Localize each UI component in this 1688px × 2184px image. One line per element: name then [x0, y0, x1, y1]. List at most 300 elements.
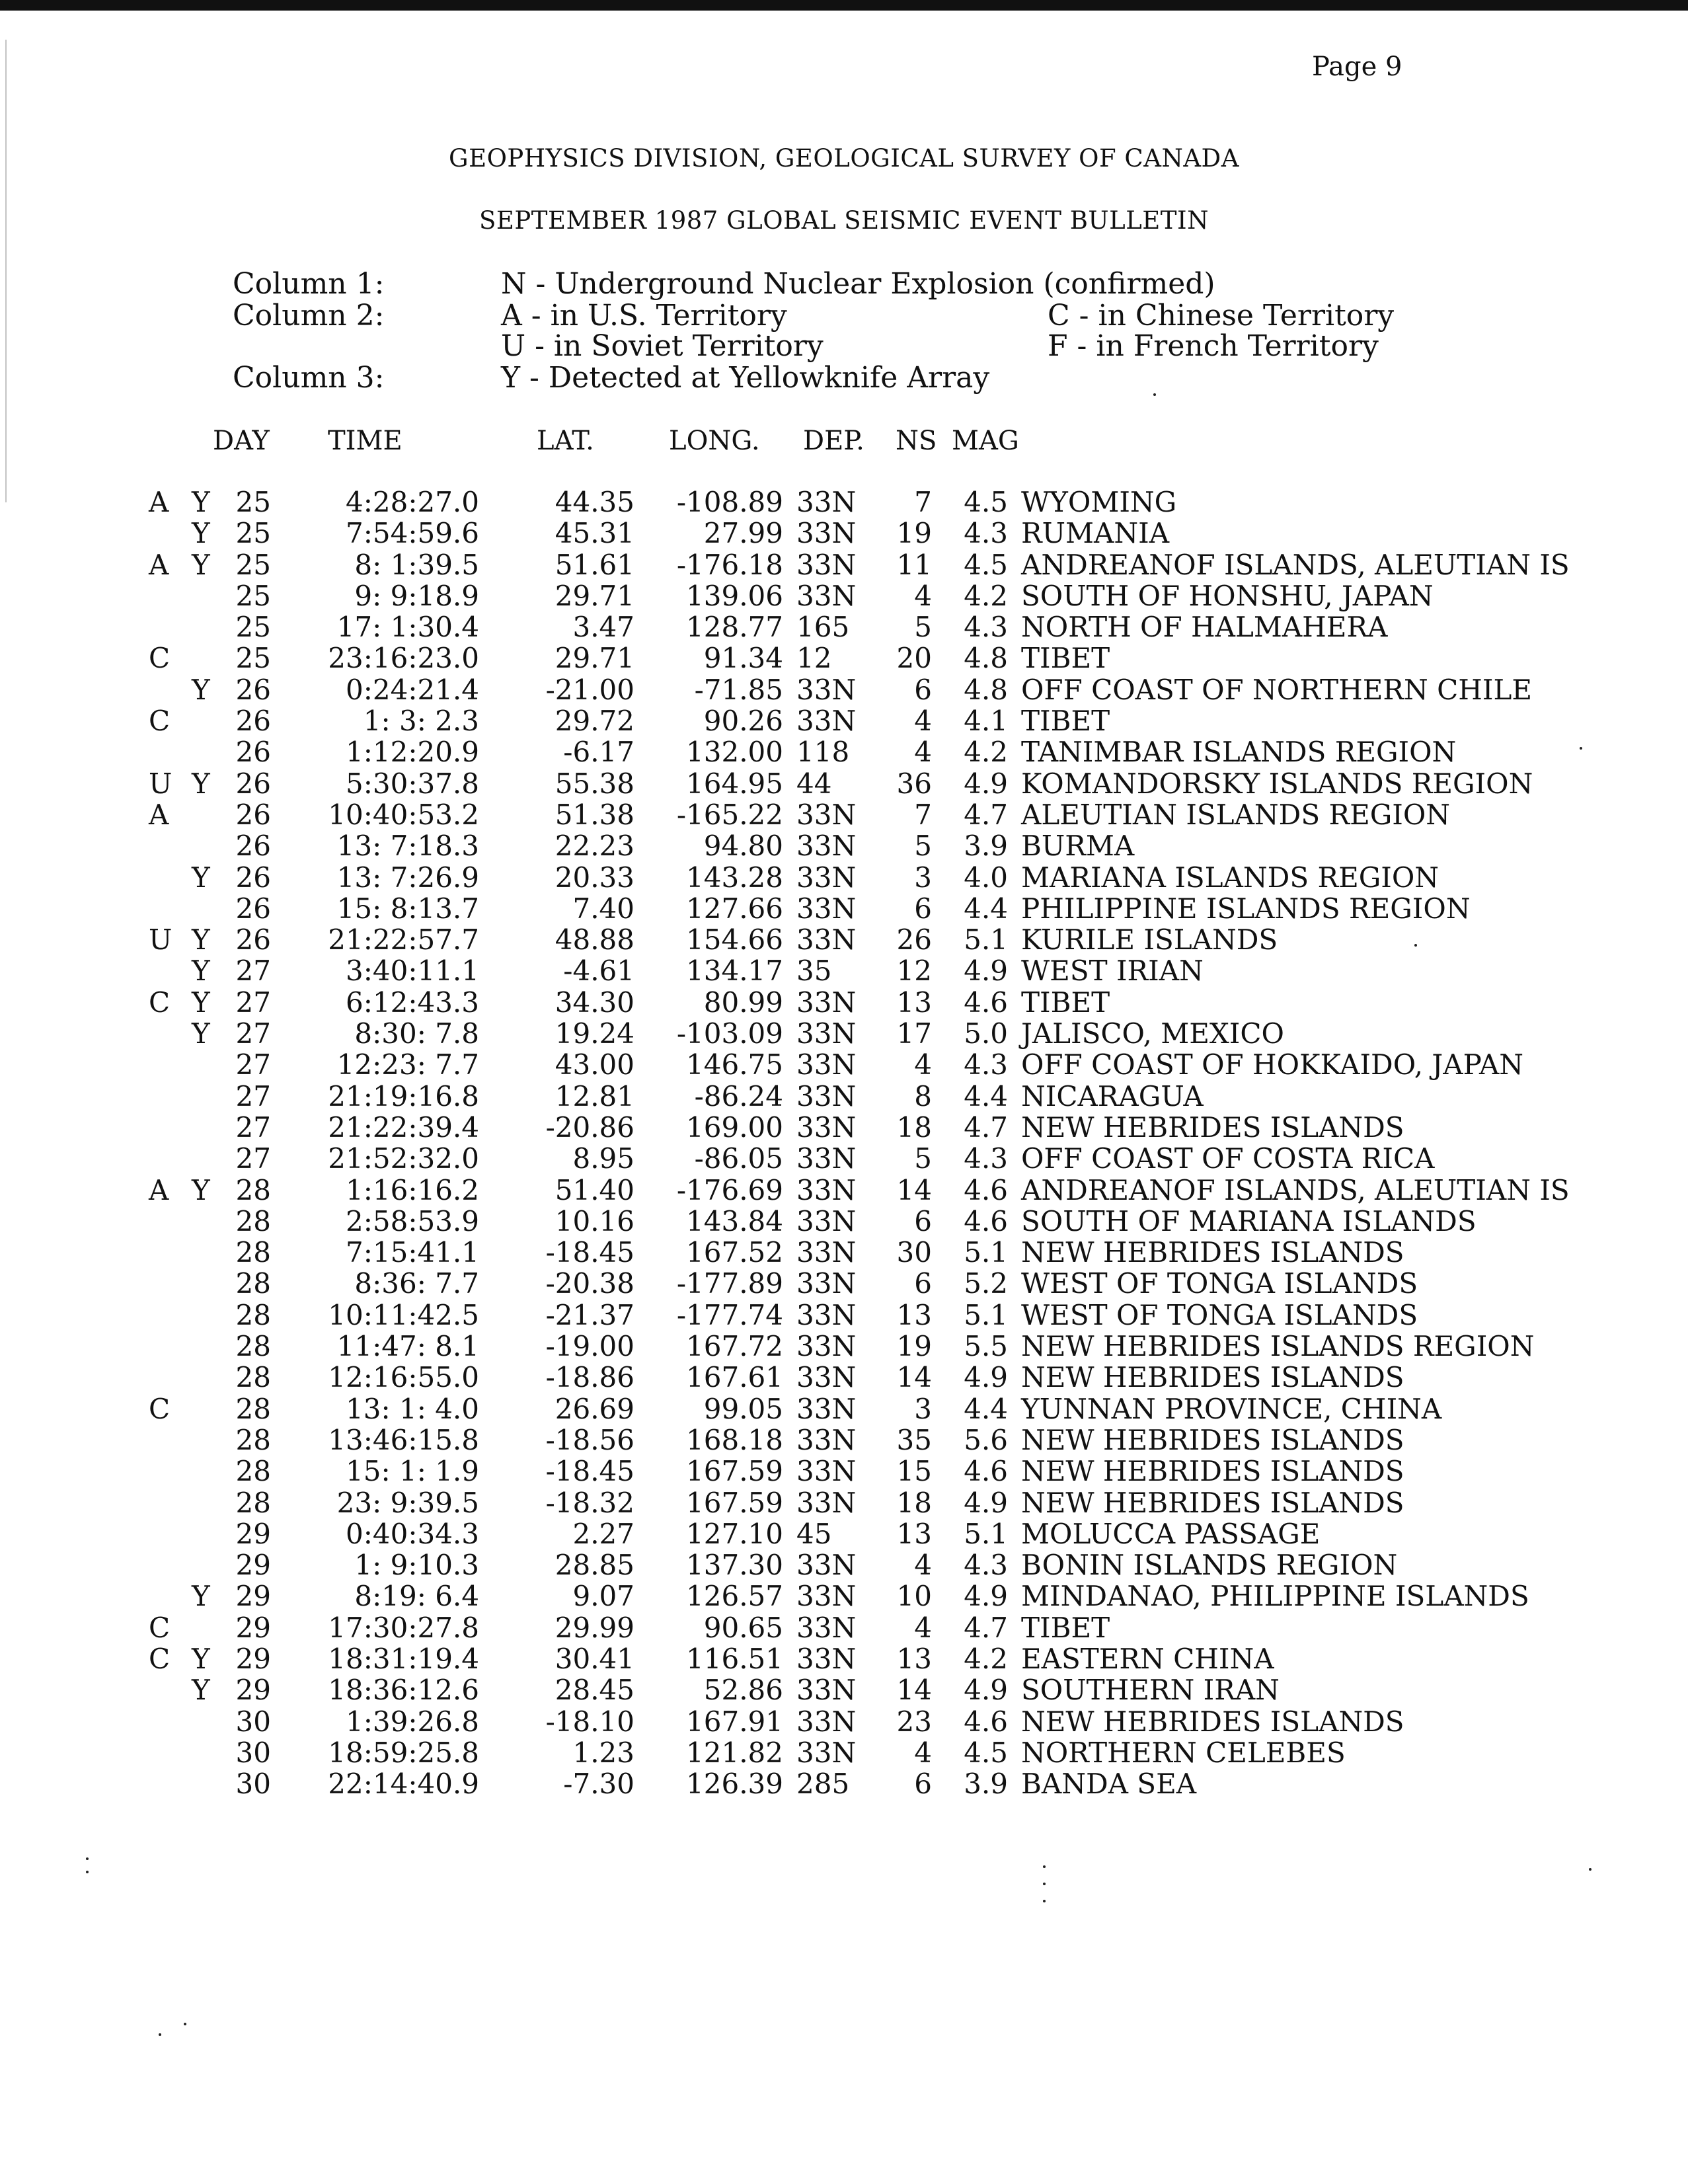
event-region: NEW HEBRIDES ISLANDS [1021, 1705, 1404, 1738]
yellowknife-flag: Y [192, 923, 210, 956]
scan-speck [1043, 1900, 1046, 1902]
table-row [0, 1236, 1688, 1267]
event-day: 29 [235, 1674, 271, 1707]
event-time: 8: 1:39.5 [354, 548, 479, 581]
event-day: 29 [235, 1642, 271, 1675]
event-latitude: 34.30 [555, 986, 634, 1019]
table-row [0, 923, 1688, 955]
event-magnitude: 4.6 [964, 986, 1008, 1019]
document-subtitle: SEPTEMBER 1987 GLOBAL SEISMIC EVENT BULLETIN [479, 206, 1209, 235]
scan-speck [184, 2023, 186, 2025]
table-row [0, 861, 1688, 892]
event-region: NEW HEBRIDES ISLANDS [1021, 1111, 1404, 1144]
event-magnitude: 4.2 [964, 736, 1008, 769]
event-station-count: 13 [896, 1298, 932, 1331]
event-station-count: 14 [896, 1173, 932, 1206]
table-row [0, 736, 1688, 767]
event-longitude: 169.00 [686, 1111, 783, 1144]
event-magnitude: 4.3 [964, 517, 1008, 550]
event-depth: 33N [796, 579, 857, 612]
table-row [0, 799, 1688, 830]
col-header-dep: DEP. [803, 426, 864, 456]
event-magnitude: 4.7 [964, 1611, 1008, 1644]
event-region: KOMANDORSKY ISLANDS REGION [1021, 767, 1533, 800]
event-longitude: 137.30 [686, 1549, 783, 1582]
event-station-count: 6 [914, 1768, 932, 1801]
table-row [0, 1048, 1688, 1079]
event-day: 26 [235, 923, 271, 956]
event-station-count: 23 [896, 1705, 932, 1738]
table-row [0, 1424, 1688, 1455]
event-depth: 33N [796, 1455, 857, 1488]
event-day: 28 [235, 1361, 271, 1394]
event-magnitude: 5.6 [964, 1423, 1008, 1456]
event-magnitude: 4.5 [964, 486, 1008, 518]
event-day: 28 [235, 1173, 271, 1206]
event-longitude: 80.99 [703, 986, 783, 1019]
event-region: PHILIPPINE ISLANDS REGION [1021, 892, 1471, 925]
page-number: Page 9 [1312, 52, 1402, 82]
event-depth: 33N [796, 1173, 857, 1206]
event-latitude: -4.61 [563, 955, 634, 988]
event-depth: 33N [796, 830, 857, 863]
table-row [0, 955, 1688, 986]
event-region: TANIMBAR ISLANDS REGION [1021, 736, 1457, 769]
table-row [0, 549, 1688, 580]
event-latitude: 1.23 [572, 1736, 634, 1769]
event-station-count: 4 [914, 705, 932, 738]
territory-flag: C [149, 1642, 171, 1675]
event-region: WEST OF TONGA ISLANDS [1021, 1267, 1418, 1300]
event-region: NICARAGUA [1021, 1079, 1204, 1112]
col-header-day: DAY [213, 426, 270, 456]
event-magnitude: 5.1 [964, 1298, 1008, 1331]
event-region: NEW HEBRIDES ISLANDS REGION [1021, 1330, 1535, 1363]
event-time: 17:30:27.8 [328, 1611, 479, 1644]
event-time: 9: 9:18.9 [354, 579, 479, 612]
event-region: NEW HEBRIDES ISLANDS [1021, 1455, 1404, 1488]
event-day: 25 [235, 579, 271, 612]
event-magnitude: 4.3 [964, 611, 1008, 644]
event-latitude: 28.85 [555, 1549, 634, 1582]
event-latitude: 28.45 [555, 1674, 634, 1707]
event-magnitude: 4.7 [964, 1111, 1008, 1144]
territory-flag: C [149, 986, 171, 1019]
event-station-count: 4 [914, 1611, 932, 1644]
col-header-lat: LAT. [537, 426, 594, 456]
event-depth: 33N [796, 1736, 857, 1769]
scan-speck [86, 1857, 89, 1860]
event-latitude: 29.99 [555, 1611, 634, 1644]
event-longitude: 143.84 [686, 1204, 783, 1237]
event-day: 29 [235, 1517, 271, 1550]
event-time: 13:46:15.8 [328, 1423, 479, 1456]
scan-speck [1043, 1883, 1046, 1885]
event-day: 26 [235, 673, 271, 706]
event-latitude: 10.16 [555, 1204, 634, 1237]
event-time: 10:40:53.2 [328, 798, 479, 831]
event-time: 15: 8:13.7 [336, 892, 479, 925]
event-depth: 33N [796, 548, 857, 581]
event-day: 27 [235, 1017, 271, 1050]
yellowknife-flag: Y [192, 1642, 210, 1675]
event-latitude: 30.41 [555, 1642, 634, 1675]
yellowknife-flag: Y [192, 767, 210, 800]
event-day: 28 [235, 1330, 271, 1363]
event-station-count: 13 [896, 1517, 932, 1550]
table-row [0, 1705, 1688, 1736]
event-depth: 33N [796, 1017, 857, 1050]
table-row [0, 674, 1688, 705]
table-row [0, 486, 1688, 517]
table-row [0, 986, 1688, 1017]
event-magnitude: 5.1 [964, 1517, 1008, 1550]
event-depth: 33N [796, 1392, 857, 1425]
legend-col2-a: A - in U.S. Territory [501, 299, 787, 332]
event-station-count: 4 [914, 1048, 932, 1081]
event-time: 13: 1: 4.0 [346, 1392, 479, 1425]
event-day: 28 [235, 1298, 271, 1331]
event-time: 13: 7:18.3 [336, 830, 479, 863]
table-row [0, 1768, 1688, 1799]
event-station-count: 17 [896, 1017, 932, 1050]
event-station-count: 5 [914, 1142, 932, 1175]
legend-col2-label: Column 2: [233, 299, 385, 332]
yellowknife-flag: Y [192, 955, 210, 988]
event-magnitude: 5.2 [964, 1267, 1008, 1300]
event-day: 27 [235, 1142, 271, 1175]
event-time: 7:54:59.6 [346, 517, 479, 550]
event-time: 21:22:39.4 [328, 1111, 479, 1144]
event-station-count: 10 [896, 1580, 932, 1613]
event-depth: 33N [796, 1298, 857, 1331]
event-time: 21:22:57.7 [328, 923, 479, 956]
event-time: 0:24:21.4 [346, 673, 479, 706]
event-day: 29 [235, 1611, 271, 1644]
event-longitude: -103.09 [676, 1017, 783, 1050]
event-region: WEST IRIAN [1021, 955, 1204, 988]
table-row [0, 1111, 1688, 1142]
event-day: 30 [235, 1736, 271, 1769]
event-region: NEW HEBRIDES ISLANDS [1021, 1361, 1404, 1394]
event-station-count: 7 [914, 486, 932, 518]
event-time: 8:19: 6.4 [354, 1580, 479, 1613]
event-region: SOUTH OF MARIANA ISLANDS [1021, 1204, 1477, 1237]
table-row [0, 1487, 1688, 1518]
event-latitude: 26.69 [555, 1392, 634, 1425]
event-longitude: 146.75 [686, 1048, 783, 1081]
event-magnitude: 4.2 [964, 579, 1008, 612]
event-day: 26 [235, 736, 271, 769]
event-longitude: 91.34 [703, 642, 783, 675]
event-station-count: 4 [914, 1549, 932, 1582]
left-scan-edge [5, 40, 7, 502]
table-row [0, 1674, 1688, 1705]
document-title: GEOPHYSICS DIVISION, GEOLOGICAL SURVEY OF CANADA [449, 144, 1239, 173]
event-depth: 165 [796, 611, 850, 644]
event-latitude: 3.47 [572, 611, 634, 644]
event-region: MINDANAO, PHILIPPINE ISLANDS [1021, 1580, 1529, 1613]
event-station-count: 36 [896, 767, 932, 800]
event-station-count: 5 [914, 830, 932, 863]
event-longitude: -86.24 [694, 1079, 783, 1112]
event-day: 28 [235, 1486, 271, 1519]
event-latitude: -21.37 [545, 1298, 634, 1331]
event-latitude: -21.00 [545, 673, 634, 706]
event-day: 26 [235, 892, 271, 925]
event-depth: 33N [796, 1204, 857, 1237]
table-row [0, 580, 1688, 611]
legend-col3-label: Column 3: [233, 361, 385, 395]
yellowknife-flag: Y [192, 861, 210, 894]
legend-col2-f: F - in French Territory [1048, 329, 1379, 363]
event-latitude: 51.61 [555, 548, 634, 581]
event-longitude: 99.05 [703, 1392, 783, 1425]
event-magnitude: 4.7 [964, 798, 1008, 831]
table-row [0, 1393, 1688, 1424]
event-depth: 33N [796, 1549, 857, 1582]
event-station-count: 18 [896, 1486, 932, 1519]
col-header-time: TIME [328, 426, 403, 456]
event-latitude: 2.27 [572, 1517, 634, 1550]
event-day: 27 [235, 1111, 271, 1144]
event-time: 18:36:12.6 [328, 1674, 479, 1707]
event-magnitude: 4.9 [964, 955, 1008, 988]
event-magnitude: 4.9 [964, 1674, 1008, 1707]
event-magnitude: 4.9 [964, 767, 1008, 800]
table-row [0, 1330, 1688, 1361]
event-day: 27 [235, 1048, 271, 1081]
event-longitude: -165.22 [676, 798, 783, 831]
event-magnitude: 4.9 [964, 1486, 1008, 1519]
event-depth: 33N [796, 798, 857, 831]
event-time: 10:11:42.5 [328, 1298, 479, 1331]
yellowknife-flag: Y [192, 986, 210, 1019]
event-time: 4:28:27.0 [346, 486, 479, 518]
event-magnitude: 4.6 [964, 1204, 1008, 1237]
event-region: BANDA SEA [1021, 1768, 1197, 1801]
event-station-count: 5 [914, 611, 932, 644]
event-latitude: 8.95 [572, 1142, 634, 1175]
event-station-count: 8 [914, 1079, 932, 1112]
event-day: 25 [235, 486, 271, 518]
event-depth: 33N [796, 1236, 857, 1269]
event-time: 23: 9:39.5 [336, 1486, 479, 1519]
event-longitude: 154.66 [686, 923, 783, 956]
yellowknife-flag: Y [192, 1674, 210, 1707]
event-time: 8:36: 7.7 [354, 1267, 479, 1300]
event-region: JALISCO, MEXICO [1021, 1017, 1284, 1050]
event-longitude: 167.59 [686, 1455, 783, 1488]
event-day: 25 [235, 611, 271, 644]
event-time: 11:47: 8.1 [336, 1330, 479, 1363]
event-longitude: 167.72 [686, 1330, 783, 1363]
event-depth: 33N [796, 1267, 857, 1300]
event-magnitude: 4.4 [964, 1392, 1008, 1425]
event-day: 29 [235, 1549, 271, 1582]
table-row [0, 1017, 1688, 1048]
table-row [0, 517, 1688, 548]
event-depth: 33N [796, 1111, 857, 1144]
event-magnitude: 4.1 [964, 705, 1008, 738]
event-longitude: 90.26 [703, 705, 783, 738]
event-longitude: 139.06 [686, 579, 783, 612]
event-time: 13: 7:26.9 [336, 861, 479, 894]
event-region: NEW HEBRIDES ISLANDS [1021, 1236, 1404, 1269]
event-station-count: 35 [896, 1423, 932, 1456]
event-depth: 33N [796, 486, 857, 518]
territory-flag: C [149, 1611, 171, 1644]
event-region: BURMA [1021, 830, 1135, 863]
event-longitude: 167.61 [686, 1361, 783, 1394]
event-depth: 33N [796, 923, 857, 956]
event-magnitude: 4.6 [964, 1705, 1008, 1738]
event-time: 1: 3: 2.3 [363, 705, 479, 738]
event-depth: 33N [796, 1048, 857, 1081]
event-depth: 33N [796, 861, 857, 894]
event-latitude: 12.81 [555, 1079, 634, 1112]
scan-speck [1589, 1868, 1592, 1871]
col-header-ns: NS [896, 426, 937, 456]
event-time: 8:30: 7.8 [354, 1017, 479, 1050]
yellowknife-flag: Y [192, 1017, 210, 1050]
event-time: 3:40:11.1 [346, 955, 479, 988]
event-region: BONIN ISLANDS REGION [1021, 1549, 1398, 1582]
event-station-count: 6 [914, 1267, 932, 1300]
table-row [0, 1361, 1688, 1392]
event-station-count: 4 [914, 736, 932, 769]
event-depth: 12 [796, 642, 832, 675]
event-station-count: 6 [914, 1204, 932, 1237]
event-depth: 33N [796, 1079, 857, 1112]
event-latitude: -18.32 [545, 1486, 634, 1519]
event-region: OFF COAST OF HOKKAIDO, JAPAN [1021, 1048, 1524, 1081]
event-longitude: -108.89 [676, 486, 783, 518]
event-time: 15: 1: 1.9 [346, 1455, 479, 1488]
event-day: 26 [235, 861, 271, 894]
event-day: 28 [235, 1236, 271, 1269]
event-latitude: 20.33 [555, 861, 634, 894]
event-region: ANDREANOF ISLANDS, ALEUTIAN IS [1021, 1173, 1570, 1206]
yellowknife-flag: Y [192, 1580, 210, 1613]
table-row [0, 611, 1688, 642]
event-region: TIBET [1021, 705, 1110, 738]
col-header-mag: MAG [952, 426, 1019, 456]
event-magnitude: 4.9 [964, 1580, 1008, 1613]
event-region: TIBET [1021, 1611, 1110, 1644]
event-station-count: 13 [896, 986, 932, 1019]
event-magnitude: 4.8 [964, 673, 1008, 706]
event-latitude: 7.40 [572, 892, 634, 925]
event-latitude: -19.00 [545, 1330, 634, 1363]
territory-flag: C [149, 1392, 171, 1425]
event-longitude: 167.91 [686, 1705, 783, 1738]
yellowknife-flag: Y [192, 1173, 210, 1206]
event-station-count: 18 [896, 1111, 932, 1144]
event-longitude: 126.57 [686, 1580, 783, 1613]
event-latitude: -18.45 [545, 1455, 634, 1488]
event-latitude: 55.38 [555, 767, 634, 800]
event-depth: 33N [796, 1330, 857, 1363]
event-magnitude: 5.5 [964, 1330, 1008, 1363]
event-station-count: 4 [914, 579, 932, 612]
scan-speck [1414, 944, 1417, 947]
event-depth: 33N [796, 892, 857, 925]
event-latitude: 9.07 [572, 1580, 634, 1613]
event-region: OFF COAST OF COSTA RICA [1021, 1142, 1435, 1175]
event-day: 27 [235, 1079, 271, 1112]
event-day: 26 [235, 767, 271, 800]
yellowknife-flag: Y [192, 517, 210, 550]
event-longitude: 127.66 [686, 892, 783, 925]
event-time: 21:52:32.0 [328, 1142, 479, 1175]
event-magnitude: 4.6 [964, 1173, 1008, 1206]
event-magnitude: 4.4 [964, 1079, 1008, 1112]
table-row [0, 1455, 1688, 1486]
event-depth: 33N [796, 1705, 857, 1738]
event-latitude: 19.24 [555, 1017, 634, 1050]
table-row [0, 1142, 1688, 1173]
event-station-count: 14 [896, 1361, 932, 1394]
event-magnitude: 4.3 [964, 1048, 1008, 1081]
event-depth: 33N [796, 1361, 857, 1394]
event-depth: 33N [796, 1674, 857, 1707]
scan-speck [159, 2033, 161, 2036]
event-longitude: 168.18 [686, 1423, 783, 1456]
event-magnitude: 4.4 [964, 892, 1008, 925]
event-longitude: 116.51 [686, 1642, 783, 1675]
table-row [0, 830, 1688, 861]
event-time: 17: 1:30.4 [336, 611, 479, 644]
event-depth: 33N [796, 517, 857, 550]
event-day: 28 [235, 1392, 271, 1425]
event-latitude: 29.72 [555, 705, 634, 738]
legend-col1-n: N - Underground Nuclear Explosion (confirmed) [501, 267, 1215, 301]
event-region: NORTHERN CELEBES [1021, 1736, 1346, 1769]
top-border-rule [0, 0, 1688, 11]
col-header-long: LONG. [669, 426, 760, 456]
event-day: 26 [235, 798, 271, 831]
event-time: 12:16:55.0 [328, 1361, 479, 1394]
event-magnitude: 3.9 [964, 1768, 1008, 1801]
event-station-count: 6 [914, 892, 932, 925]
event-time: 1:16:16.2 [346, 1173, 479, 1206]
event-magnitude: 4.9 [964, 1361, 1008, 1394]
yellowknife-flag: Y [192, 548, 210, 581]
event-day: 26 [235, 705, 271, 738]
event-magnitude: 4.5 [964, 1736, 1008, 1769]
event-region: ALEUTIAN ISLANDS REGION [1021, 798, 1451, 831]
event-region: YUNNAN PROVINCE, CHINA [1021, 1392, 1442, 1425]
event-latitude: -18.45 [545, 1236, 634, 1269]
event-day: 27 [235, 986, 271, 1019]
event-region: TIBET [1021, 986, 1110, 1019]
event-depth: 33N [796, 1642, 857, 1675]
table-row [0, 1580, 1688, 1611]
event-region: WYOMING [1021, 486, 1177, 518]
event-time: 1:12:20.9 [346, 736, 479, 769]
event-magnitude: 4.8 [964, 642, 1008, 675]
event-time: 7:15:41.1 [346, 1236, 479, 1269]
event-day: 30 [235, 1768, 271, 1801]
event-latitude: -6.17 [563, 736, 634, 769]
event-magnitude: 4.3 [964, 1549, 1008, 1582]
territory-flag: A [149, 1173, 169, 1206]
event-latitude: 48.88 [555, 923, 634, 956]
event-longitude: -86.05 [694, 1142, 783, 1175]
event-latitude: -18.10 [545, 1705, 634, 1738]
event-longitude: 134.17 [686, 955, 783, 988]
